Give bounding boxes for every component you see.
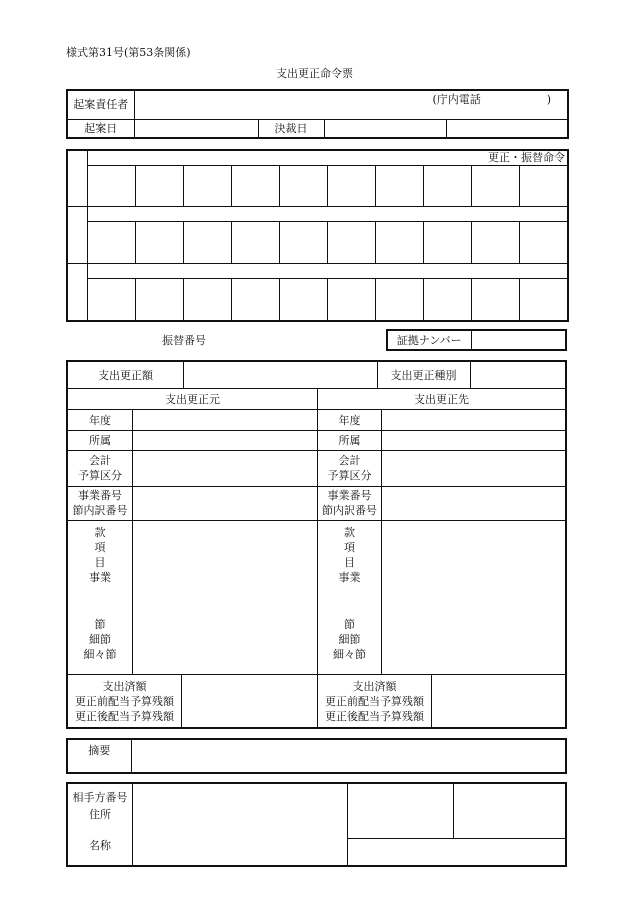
dest-paid-label: 支出済額 — [352, 680, 397, 693]
source-after-balance-label: 更正後配当予算残額 — [75, 710, 174, 723]
drafter-field[interactable] — [134, 90, 568, 119]
amount-field[interactable] — [184, 362, 377, 388]
approval-table — [66, 149, 569, 322]
source-year-field[interactable] — [133, 410, 317, 430]
dest-kou: 項 — [344, 541, 355, 554]
dest-setsu-label — [318, 617, 381, 662]
source-paid-label: 支出済額 — [102, 680, 147, 693]
stamp-cell[interactable] — [231, 222, 279, 263]
source-saisaisetsu: 細々節 — [83, 648, 117, 661]
dest-after-balance-label: 更正後配当予算残額 — [325, 710, 424, 723]
dest-project-field[interactable] — [382, 487, 565, 520]
source-project-label — [68, 488, 132, 518]
partner-info-field[interactable] — [133, 784, 347, 865]
stamp-cell[interactable] — [471, 165, 519, 206]
partner-extra-field-3[interactable] — [348, 839, 565, 865]
stamp-cell[interactable] — [279, 222, 327, 263]
summary-table — [66, 738, 567, 774]
approval-row-header — [87, 207, 568, 222]
draft-date-field[interactable] — [134, 119, 258, 138]
type-label: 支出更正種別 — [390, 369, 457, 382]
stamp-cell[interactable] — [423, 222, 471, 263]
dest-setsu: 節 — [344, 618, 355, 631]
stamp-cell[interactable] — [183, 165, 231, 206]
stamp-cell[interactable] — [135, 278, 183, 321]
dest-account-label — [318, 453, 381, 483]
stamp-cell[interactable] — [231, 165, 279, 206]
decision-date-label: 決裁日 — [258, 119, 324, 138]
source-budget-div-text: 予算区分 — [78, 469, 122, 482]
stamp-cell[interactable] — [375, 222, 423, 263]
source-kan: 款 — [94, 526, 106, 539]
stamp-cell[interactable] — [87, 278, 135, 321]
draft-date-label: 起案日 — [67, 119, 134, 138]
drafter-label: 起案責任者 — [67, 90, 134, 119]
dest-balance-field[interactable] — [432, 675, 565, 727]
stamp-cell[interactable] — [279, 278, 327, 321]
amount-label: 支出更正額 — [98, 369, 153, 382]
stamp-cell[interactable] — [375, 165, 423, 206]
dest-category-field[interactable] — [382, 521, 565, 674]
stamp-cell[interactable] — [519, 278, 568, 321]
stamp-cell[interactable] — [423, 165, 471, 206]
summary-field[interactable] — [131, 739, 566, 773]
approval-side-cell — [67, 150, 87, 207]
source-category-label — [68, 525, 132, 585]
source-category-field[interactable] — [133, 521, 317, 674]
stamp-cell[interactable] — [327, 278, 375, 321]
partner-extra-field-1[interactable] — [348, 784, 453, 838]
decision-date-field[interactable] — [324, 119, 446, 138]
dest-saisaisetsu: 細々節 — [333, 648, 366, 661]
dest-dept-label: 所属 — [338, 434, 361, 447]
source-saisetsu: 細節 — [89, 633, 111, 646]
partner-labels — [68, 789, 132, 823]
source-account-field[interactable] — [133, 451, 317, 486]
stamp-cell[interactable] — [327, 222, 375, 263]
source-account-text: 会計 — [89, 454, 111, 467]
stamp-cell[interactable] — [423, 278, 471, 321]
evidence-table — [386, 329, 567, 351]
stamp-cell[interactable] — [87, 222, 135, 263]
stamp-cell[interactable] — [375, 278, 423, 321]
partner-name-label: 名称 — [89, 839, 111, 852]
dest-dept-field[interactable] — [382, 431, 565, 450]
stamp-cell[interactable] — [471, 222, 519, 263]
partner-address-label: 住所 — [89, 808, 111, 821]
dest-project-no-text: 事業番号 — [327, 489, 372, 502]
dest-account-text: 会計 — [338, 454, 361, 467]
form-title: 支出更正命令票 — [276, 67, 353, 80]
stamp-cell[interactable] — [135, 165, 183, 206]
summary-label: 摘要 — [67, 739, 131, 773]
stamp-cell[interactable] — [183, 222, 231, 263]
stamp-cell[interactable] — [135, 222, 183, 263]
stamp-cell[interactable] — [87, 165, 135, 206]
type-field[interactable] — [471, 362, 565, 388]
stamp-cell[interactable] — [231, 278, 279, 321]
source-setsu-label — [68, 617, 132, 662]
form-number: 様式第31号(第53条関係) — [66, 46, 191, 59]
dest-year-label: 年度 — [338, 414, 361, 427]
stamp-cell[interactable] — [519, 165, 568, 206]
evidence-number-label: 証拠ナンバー — [387, 330, 471, 350]
main-box — [66, 360, 567, 729]
dest-jigyo: 事業 — [338, 571, 361, 584]
source-jigyo: 事業 — [89, 571, 111, 584]
source-sub-no-text: 節内訳番号 — [72, 504, 128, 517]
dest-project-label — [318, 488, 381, 518]
stamp-cell[interactable] — [279, 165, 327, 206]
source-dept-label: 所属 — [89, 434, 111, 447]
dest-moku: 目 — [344, 556, 355, 569]
source-before-balance-label: 更正前配当予算残額 — [75, 695, 174, 708]
dest-saisetsu: 細節 — [338, 633, 361, 646]
dest-category-label — [318, 525, 381, 585]
order-label: 更正・振替命令 — [87, 150, 568, 165]
source-account-label — [68, 453, 132, 483]
dest-kan: 款 — [344, 526, 355, 539]
source-setsu: 節 — [94, 618, 106, 631]
phone-label: (庁内電話 ) — [432, 93, 552, 106]
partner-number-label: 相手方番号 — [72, 791, 128, 804]
dest-before-balance-label: 更正前配当予算残額 — [325, 695, 424, 708]
dest-balance-label — [318, 679, 431, 724]
header-extra-field[interactable] — [446, 119, 568, 138]
source-header: 支出更正元 — [165, 393, 220, 406]
source-year-label: 年度 — [89, 414, 111, 427]
dest-budget-div-text: 予算区分 — [327, 469, 372, 482]
stamp-cell[interactable] — [471, 278, 519, 321]
dest-year-field[interactable] — [382, 410, 565, 430]
source-dept-field[interactable] — [133, 431, 317, 450]
stamp-cell[interactable] — [519, 222, 568, 263]
approval-side-cell — [67, 207, 87, 264]
source-kou: 項 — [94, 541, 106, 554]
source-moku: 目 — [94, 556, 106, 569]
approval-row-header — [87, 263, 568, 278]
source-balance-label — [68, 679, 181, 724]
partner-extra-field-2[interactable] — [454, 784, 565, 838]
header-table — [66, 89, 569, 139]
stamp-cell[interactable] — [183, 278, 231, 321]
evidence-number-field[interactable] — [471, 330, 566, 350]
dest-header: 支出更正先 — [414, 393, 469, 406]
approval-side-cell — [67, 263, 87, 321]
partner-box — [66, 782, 567, 867]
dest-sub-no-text: 節内訳番号 — [322, 504, 377, 517]
source-project-field[interactable] — [133, 487, 317, 520]
dest-account-field[interactable] — [382, 451, 565, 486]
stamp-cell[interactable] — [327, 165, 375, 206]
transfer-number-label: 振替番号 — [162, 334, 206, 347]
source-balance-field[interactable] — [182, 675, 317, 727]
source-project-no-text: 事業番号 — [78, 489, 122, 502]
